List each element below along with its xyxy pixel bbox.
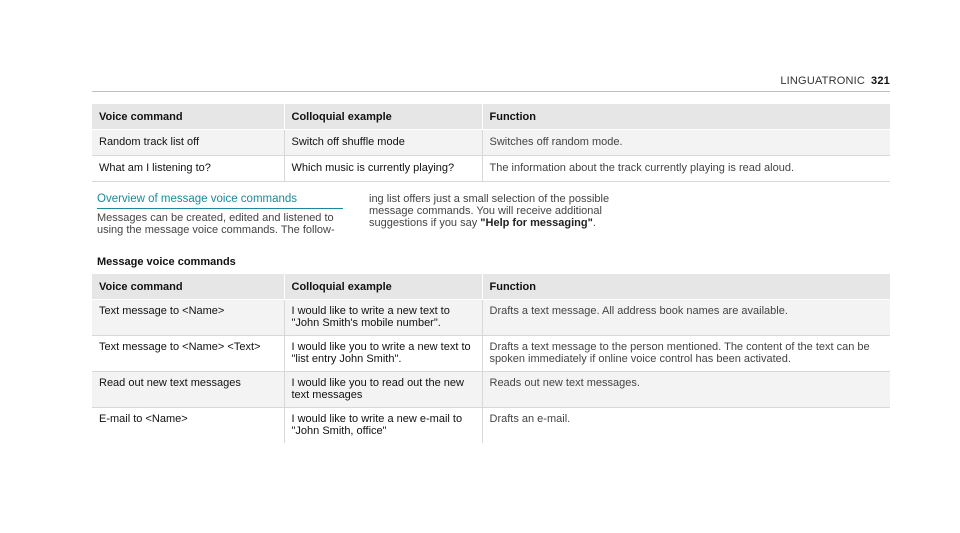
voice-command-cell: What am I listening to? <box>92 156 284 182</box>
table-header-row <box>92 274 890 300</box>
column-header-colloquial-example: Colloquial example <box>284 104 482 130</box>
colloquial-example-cell: Which music is currently playing? <box>284 156 482 182</box>
colloquial-example-cell: Switch off shuffle mode <box>284 130 482 156</box>
voice-command-cell: Read out new text messages <box>92 372 284 408</box>
chapter-title: LINGUATRONIC <box>780 75 866 87</box>
function-cell: Switches off random mode. <box>482 130 890 156</box>
table-row <box>92 300 890 336</box>
subheading: Message voice commands <box>97 256 236 268</box>
table-row <box>92 156 890 182</box>
column-header-voice-command: Voice command <box>92 104 284 130</box>
section-text-left: Messages can be created, edited and listened to using the message voice commands. The follow- <box>97 212 335 236</box>
page-number: 321 <box>871 75 890 87</box>
help-command-text: "Help for messaging" <box>480 217 593 229</box>
section-text-right-body: ing list offers just a small selection of the possible message commands. You will receive additional suggestions if you say <box>369 193 610 229</box>
table-row <box>92 130 890 156</box>
section-text-right <box>369 193 649 229</box>
colloquial-example-cell: I would like to write a new text to "John Smith's mobile number". <box>284 300 482 336</box>
running-header <box>780 75 890 87</box>
column-header-colloquial-example: Colloquial example <box>284 274 482 300</box>
colloquial-example-cell: I would like you to write a new text to "list entry John Smith". <box>284 336 482 372</box>
voice-command-table-music <box>92 104 890 182</box>
colloquial-example-cell: I would like you to read out the new text messages <box>284 372 482 408</box>
voice-command-table-messages <box>92 274 890 443</box>
table-header-row <box>92 104 890 130</box>
table-row <box>92 336 890 372</box>
section-text-right-end: . <box>592 217 596 229</box>
function-cell: Drafts an e-mail. <box>482 408 890 444</box>
voice-command-cell: E-mail to <Name> <box>99 413 188 425</box>
column-header-voice-command: Voice command <box>92 274 284 300</box>
section-title: Overview of message voice commands <box>97 193 343 209</box>
colloquial-example-cell: I would like to write a new e-mail to "John Smith, office" <box>284 408 482 444</box>
voice-command-cell: Text message to <Name> <box>92 300 284 336</box>
voice-command-cell: Random track list off <box>92 130 284 156</box>
column-header-function: Function <box>482 104 890 130</box>
function-cell: Drafts a text message. All address book names are available. <box>482 300 890 336</box>
function-cell: The information about the track currently playing is read aloud. <box>482 156 890 182</box>
table-row <box>92 408 890 444</box>
header-rule <box>92 91 890 92</box>
function-cell: Drafts a text message to the person mentioned. The content of the text can be spoken immediately if online voice control has been activated. <box>482 336 890 372</box>
column-header-function: Function <box>482 274 890 300</box>
function-cell: Reads out new text messages. <box>482 372 890 408</box>
table-row <box>92 372 890 408</box>
voice-command-cell: Text message to <Name> <Text> <box>92 336 284 372</box>
